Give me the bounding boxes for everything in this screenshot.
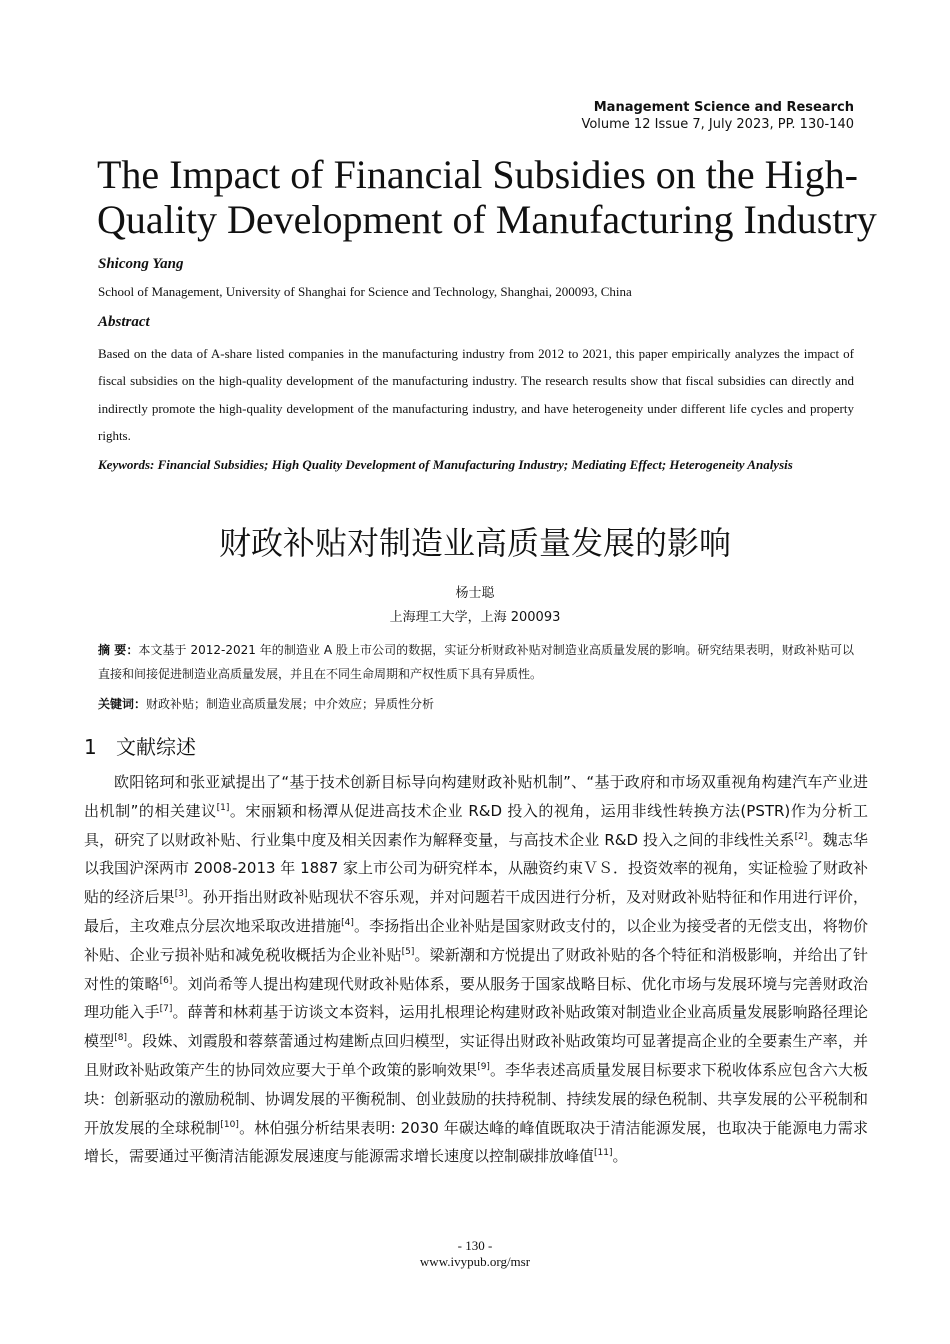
- body-text-run: 。宋丽颖和杨潭从促进高技术企业 R&D 投入的视角，运用非线性转换方法(PSTR)作为分析工具，研究了以财政补贴、行业集中度及相关因素作为解释变量，与高技术企业 R&D 投入之间的非线性关系: [84, 801, 868, 849]
- journal-volume: Volume 12 Issue 7, July 2023, PP. 130-140: [581, 117, 854, 132]
- citation-ref[interactable]: [2]: [794, 831, 808, 842]
- english-title: The Impact of Financial Subsidies on the High-Quality Development of Manufacturing Industry: [97, 152, 877, 242]
- journal-name: Management Science and Research: [593, 100, 854, 115]
- website-link[interactable]: www.ivypub.org/msr: [419, 1254, 531, 1269]
- body-text-run: 。: [612, 1147, 628, 1166]
- body-text-run: 。薛菁和林莉基于访谈文本资料，运用扎根理论构建财政补贴政策对制造业企业高质量发展影响路径理论模型: [84, 1003, 868, 1051]
- body-text-run: 。李扬指出企业补贴是国家财政支付的，以企业为接受者的无偿支出，将物价补贴、企业亏损补贴和减免税收概括为企业补贴: [84, 916, 868, 964]
- citation-ref[interactable]: [7]: [159, 1004, 173, 1015]
- body-text-run: 。段姝、刘霞殷和蓉蔡蕾通过构建断点回归模型，实证得出财政补贴政策均可显著提高企业的全要素生产率，并且财政补贴政策产生的协同效应要大于单个政策的影响效果: [84, 1032, 868, 1079]
- citation-ref[interactable]: [6]: [159, 975, 173, 986]
- citation-ref[interactable]: [8]: [114, 1033, 127, 1044]
- english-keywords: Keywords: Financial Subsidies; High Quality Development of Manufacturing Industry; Mediating Effect; Heterogeneity Analysis: [98, 457, 793, 472]
- citation-ref[interactable]: [10]: [220, 1119, 239, 1130]
- citation-ref[interactable]: [9]: [477, 1061, 490, 1072]
- body-text-run: 。李华表述高质量发展目标要求下税收体系应包含六大板块：创新驱动的激励税制、协调发展的平衡税制、创业鼓励的扶持税制、持续发展的绿色税制、共享发展的公平税制和开放发展的全球税制: [84, 1060, 868, 1137]
- body-text-run: 。孙开指出财政补贴现状不容乐观，并对问题若干成因进行分析，及对财政补贴特征和作用进行评价，最后，主攻难点分层次地采取改进措施: [84, 888, 868, 935]
- chinese-abstract-label: 摘 要：: [98, 643, 139, 657]
- chinese-keywords: [98, 692, 434, 716]
- citation-ref[interactable]: [4]: [341, 917, 354, 928]
- citation-ref[interactable]: [3]: [174, 889, 188, 900]
- chinese-keywords-label: 关键词：: [98, 697, 147, 711]
- chinese-keywords-text: 财政补贴；制造业高质量发展；中介效应；异质性分析: [146, 697, 435, 711]
- body-text-run: 。刘尚希等人提出构建现代财政补贴体系，要从服务于国家战略目标、优化市场与发展环境与完善财政治理功能入手: [84, 974, 868, 1022]
- section-title: 文献综述: [116, 735, 196, 759]
- english-affiliation: School of Management, University of Shanghai for Science and Technology, Shanghai, 200093, China: [98, 284, 632, 299]
- chinese-abstract-text: 本文基于 2012-2021 年的制造业 A 股上市公司的数据，实证分析财政补贴对制造业高质量发展的影响。研究结果表明，财政补贴可以直接和间接促进制造业高质量发展，并且在不同生命周期和产权性质下具有异质性。: [98, 643, 854, 681]
- journal-header: [581, 99, 854, 133]
- body-paragraph: [84, 768, 868, 1171]
- chinese-affiliation: 上海理工大学，上海 200093: [389, 610, 561, 625]
- section-number: 1: [84, 735, 97, 759]
- english-abstract: Based on the data of A-share listed companies in the manufacturing industry from 2012 to 2021, this paper empirically analyzes the impact of fiscal subsidies on the high-quality development of the manufacturing industry. The research results show that fiscal subsidies can directly and indirectly promote the high-quality development of the manufacturing industry, and have heterogeneity under different life cycles and property rights.: [98, 346, 854, 443]
- citation-ref[interactable]: [5]: [401, 946, 415, 957]
- body-text-run: 。魏志华以我国沪深两市 2008-2013 年 1887 家上市公司为研究样本，从融资约束ＶＳ．投资效率的视角，实证检验了财政补贴的经济后果: [84, 830, 869, 907]
- body-text-run: 欧阳铭珂和张亚斌提出了“基于技术创新目标导向构建财政补贴机制”、“基于政府和市场双重视角构建汽车产业进出机制”的相关建议: [84, 773, 868, 820]
- citation-ref[interactable]: [11]: [594, 1148, 613, 1159]
- section-heading: [84, 732, 196, 762]
- chinese-abstract: [98, 638, 854, 686]
- page-number: - 130 -: [457, 1238, 493, 1253]
- chinese-author: 杨士聪: [455, 586, 495, 601]
- chinese-title: 财政补贴对制造业高质量发展的影响: [218, 524, 731, 562]
- body-text-run: 。梁新潮和方悦提出了财政补贴的各个特征和消极影响，并给出了针对性的策略: [84, 945, 868, 993]
- body-text-run: 。林伯强分析结果表明: 2030 年碳达峰的峰值既取决于清洁能源发展，也取决于能源电力需求增长，需要通过平衡清洁能源发展速度与能源需求增长速度以控制碳排放峰值: [84, 1118, 868, 1166]
- english-author: Shicong Yang: [98, 256, 184, 272]
- abstract-heading: Abstract: [98, 314, 150, 330]
- citation-ref[interactable]: [1]: [216, 802, 230, 813]
